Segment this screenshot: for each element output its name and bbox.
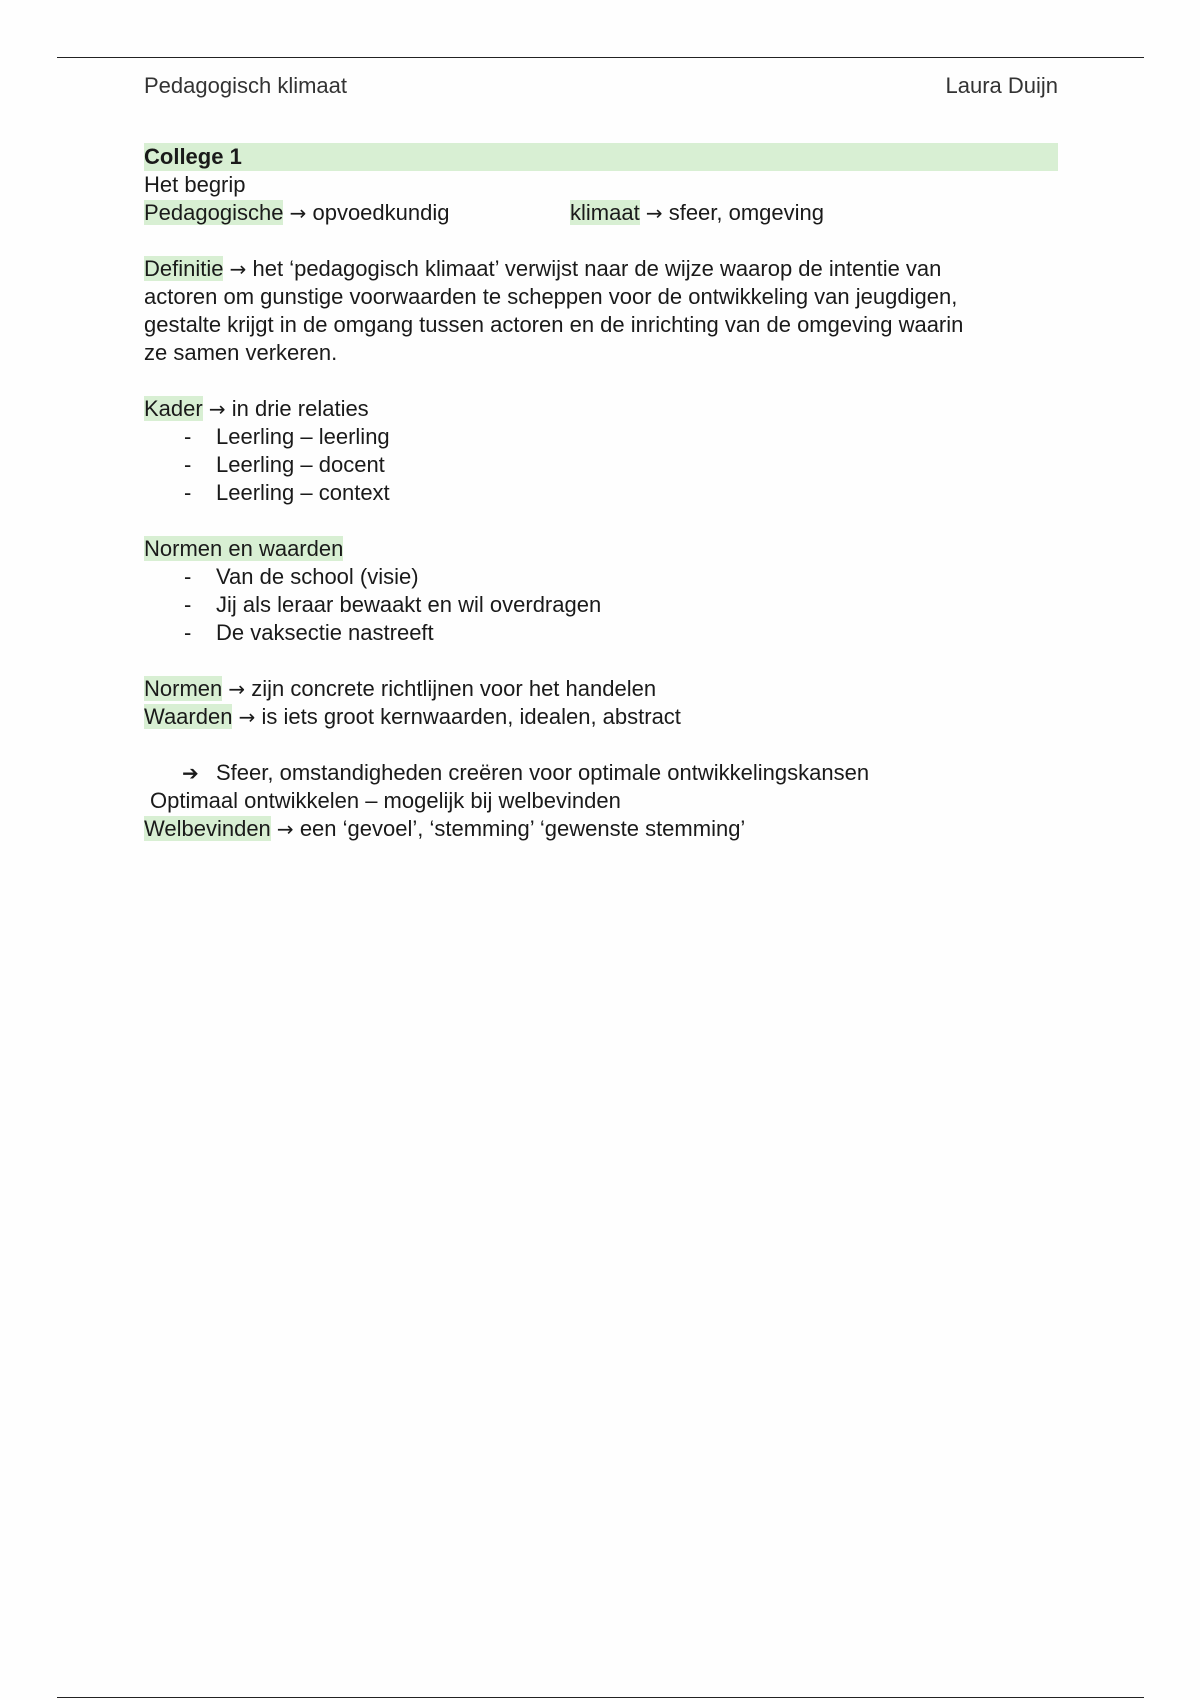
arrow-icon: →: [229, 257, 247, 281]
optimaal-line: [144, 787, 1058, 815]
kader-item-1: Leerling – leerling: [216, 424, 390, 449]
subheading-text: Het begrip: [144, 172, 246, 197]
normen-waarden-title: Normen en waarden: [144, 536, 344, 561]
klimaat-group: [570, 199, 824, 227]
list-item: [144, 591, 1058, 619]
definitie-line-3: gestalte krijgt in de omgang tussen actoren en de inrichting van de omgeving waarin: [144, 312, 964, 337]
term-waarden: Waarden: [144, 704, 233, 729]
normen-line: [144, 675, 1058, 703]
bold-arrow-icon: ➔: [182, 761, 199, 785]
begrip-line: [144, 199, 1058, 227]
definitie-line-2: actoren om gunstige voorwaarden te scheppen voor de ontwikkeling van jeugdigen,: [144, 284, 958, 309]
list-item: [144, 451, 1058, 479]
header-author: Laura Duijn: [945, 73, 1058, 98]
welbevinden-text: een ‘gevoel’, ‘stemming’ ‘gewenste stemming’: [299, 816, 746, 841]
arrow-icon: →: [645, 201, 663, 225]
bullet-dash: -: [184, 564, 192, 589]
bullet-dash: -: [184, 424, 192, 449]
nw-item-2: Jij als leraar bewaakt en wil overdragen: [216, 592, 602, 617]
conclusie-text: Sfeer, omstandigheden creëren voor optimale ontwikkelingskansen: [216, 760, 870, 785]
list-item: [144, 563, 1058, 591]
term-definitie: Definitie: [144, 256, 224, 281]
definitie-line-4: ze samen verkeren.: [144, 340, 338, 365]
bullet-dash: -: [184, 620, 192, 645]
term-normen: Normen: [144, 676, 223, 701]
bullet-dash: -: [184, 592, 192, 617]
meaning-opvoedkundig: opvoedkundig: [312, 200, 450, 225]
definitie-paragraph: [144, 255, 1058, 367]
waarden-text: is iets groot kernwaarden, idealen, abstract: [261, 704, 681, 729]
nw-item-1: Van de school (visie): [216, 564, 419, 589]
page-header: [144, 73, 1058, 103]
footer-rule: [57, 1697, 1144, 1698]
waarden-line: [144, 703, 1058, 731]
term-pedagogische: Pedagogische: [144, 200, 284, 225]
nw-item-3: De vaksectie nastreeft: [216, 620, 434, 645]
optimaal-text: Optimaal ontwikkelen – mogelijk bij welbevinden: [150, 788, 621, 813]
arrow-icon: →: [289, 201, 307, 225]
normen-text: zijn concrete richtlijnen voor het handelen: [251, 676, 657, 701]
kader-item-2: Leerling – docent: [216, 452, 385, 477]
arrow-icon: →: [276, 817, 294, 841]
bullet-dash: -: [184, 480, 192, 505]
term-klimaat: klimaat: [570, 200, 640, 225]
kader-text: in drie relaties: [231, 396, 369, 421]
subheading: [144, 171, 1058, 199]
arrow-icon: →: [228, 677, 246, 701]
list-item: [144, 619, 1058, 647]
arrow-icon: →: [208, 397, 226, 421]
bullet-dash: -: [184, 452, 192, 477]
kader-line: [144, 395, 1058, 423]
document-body: [144, 143, 1058, 843]
section-heading: [144, 143, 1058, 171]
normen-waarden-heading: [144, 535, 1058, 563]
definitie-line-1: het ‘pedagogisch klimaat’ verwijst naar de wijze waarop de intentie van: [252, 256, 942, 281]
kader-item-3: Leerling – context: [216, 480, 390, 505]
college-heading: College 1: [144, 144, 242, 169]
header-title: Pedagogisch klimaat: [144, 73, 348, 98]
welbevinden-line: [144, 815, 1058, 843]
conclusie-line: [144, 759, 1058, 787]
term-welbevinden: Welbevinden: [144, 816, 271, 841]
header-rule: [57, 57, 1144, 58]
term-kader: Kader: [144, 396, 203, 421]
list-item: [144, 423, 1058, 451]
meaning-sfeer: sfeer, omgeving: [668, 200, 825, 225]
arrow-icon: →: [238, 705, 256, 729]
list-item: [144, 479, 1058, 507]
